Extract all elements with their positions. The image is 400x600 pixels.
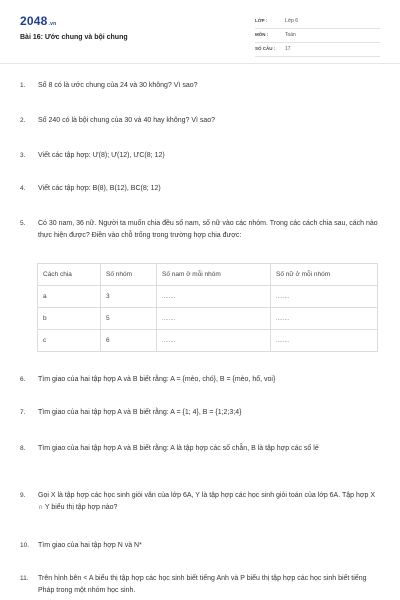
table-cell: a	[38, 286, 101, 308]
question-text: Có 30 nam, 36 nữ. Người ta muốn chia đều số nam, số nữ vào các nhóm. Trong các cách chia sau, cách nào thực hiện được? Điền vào chỗ trống trong trường hợp chia được:	[38, 220, 378, 239]
question-text: Trên hình bên < A biểu thị tập hợp các học sinh biết tiếng Anh và P biểu thị tập hợp các học sinh biết tiếng Pháp trong một nhóm học sinh.	[38, 575, 367, 594]
page-header	[0, 0, 400, 62]
table-row	[38, 330, 378, 352]
meta-label: SỐ CÂU :	[255, 46, 276, 51]
question-text: Gọi X là tập hợp các học sinh giỏi văn của lớp 6A, Y là tập hợp các học sinh giỏi toán của lớp 6A. Tập hợp X ∩ Y biểu thị tập hợp nào?	[38, 492, 375, 511]
meta-row-subject	[255, 30, 380, 43]
answer-blank[interactable]: ........	[271, 286, 378, 308]
table-header-cell: Số nữ ở mỗi nhóm	[271, 264, 378, 286]
meta-label: MÔN :	[255, 32, 269, 37]
logo-suffix: .vn	[48, 21, 57, 27]
meta-row-count	[255, 44, 380, 57]
table-header-cell: Cách chia	[38, 264, 101, 286]
question-number: 7.	[20, 409, 26, 416]
table-cell: 3	[101, 286, 157, 308]
table-cell: b	[38, 308, 101, 330]
header-divider	[0, 63, 400, 64]
question-item	[20, 540, 380, 552]
question-item	[20, 115, 380, 127]
question-text: Tìm giao của hai tập hợp N và N*	[38, 542, 142, 549]
question-number: 6.	[20, 376, 26, 383]
table-header-cell: Số nhóm	[101, 264, 157, 286]
question-text: Số 240 có là bội chung của 30 và 40 hay không? Vì sao?	[38, 117, 216, 124]
grouping-table	[37, 263, 378, 352]
question-number: 11.	[20, 575, 29, 582]
answer-blank[interactable]: ........	[157, 286, 271, 308]
question-item	[20, 573, 380, 597]
table-cell: c	[38, 330, 101, 352]
question-number: 4.	[20, 185, 26, 192]
table-row	[38, 308, 378, 330]
question-number: 9.	[20, 492, 26, 499]
meta-value: 17	[285, 46, 291, 52]
question-text: Số 8 có là ước chung của 24 và 30 không? Vì sao?	[38, 82, 198, 89]
question-number: 1.	[20, 82, 26, 89]
table-header-row	[38, 264, 378, 286]
meta-label: LỚP :	[255, 18, 268, 23]
meta-value: Lớp 6	[285, 18, 299, 24]
question-text: Viết các tập hợp: B(8), B(12), BC(8; 12)	[38, 185, 161, 192]
table-cell: 5	[101, 308, 157, 330]
question-number: 5.	[20, 220, 26, 227]
table-row	[38, 286, 378, 308]
meta-info	[255, 16, 380, 58]
table-cell: 6	[101, 330, 157, 352]
answer-blank[interactable]: ........	[157, 330, 271, 352]
question-item	[20, 183, 380, 195]
question-item	[20, 150, 380, 162]
page-title: Bài 16: Ước chung và bội chung	[20, 34, 128, 41]
question-text: Viết các tập hợp: Ư(8); Ư(12), ƯC(8; 12)	[38, 152, 165, 159]
question-item	[20, 374, 380, 386]
question-text: Tìm giao của hai tập hợp A và B biết rằng: A = {mèo, chó}, B = {mèo, hổ, voi}	[38, 376, 276, 383]
question-text: Tìm giao của hai tập hợp A và B biết rằng: A là tập hợp các số chẵn, B là tập hợp các số lẻ	[38, 445, 319, 452]
answer-blank[interactable]: ........	[157, 308, 271, 330]
question-number: 8.	[20, 445, 26, 452]
question-text: Tìm giao của hai tập hợp A và B biết rằng: A = {1; 4}, B = {1;2;3;4}	[38, 409, 242, 416]
question-item	[20, 218, 380, 242]
meta-value: Toán	[285, 32, 296, 38]
answer-blank[interactable]: ........	[271, 308, 378, 330]
logo-main: 2048	[20, 14, 48, 28]
question-item	[20, 443, 380, 455]
question-item	[20, 80, 380, 92]
logo[interactable]	[20, 14, 56, 28]
question-item	[20, 407, 380, 419]
question-number: 3.	[20, 152, 26, 159]
question-number: 10.	[20, 542, 30, 549]
meta-row-class	[255, 16, 380, 29]
question-number: 2.	[20, 117, 26, 124]
answer-blank[interactable]: ........	[271, 330, 378, 352]
table-header-cell: Số nam ở mỗi nhóm	[157, 264, 271, 286]
question-item	[20, 490, 380, 514]
